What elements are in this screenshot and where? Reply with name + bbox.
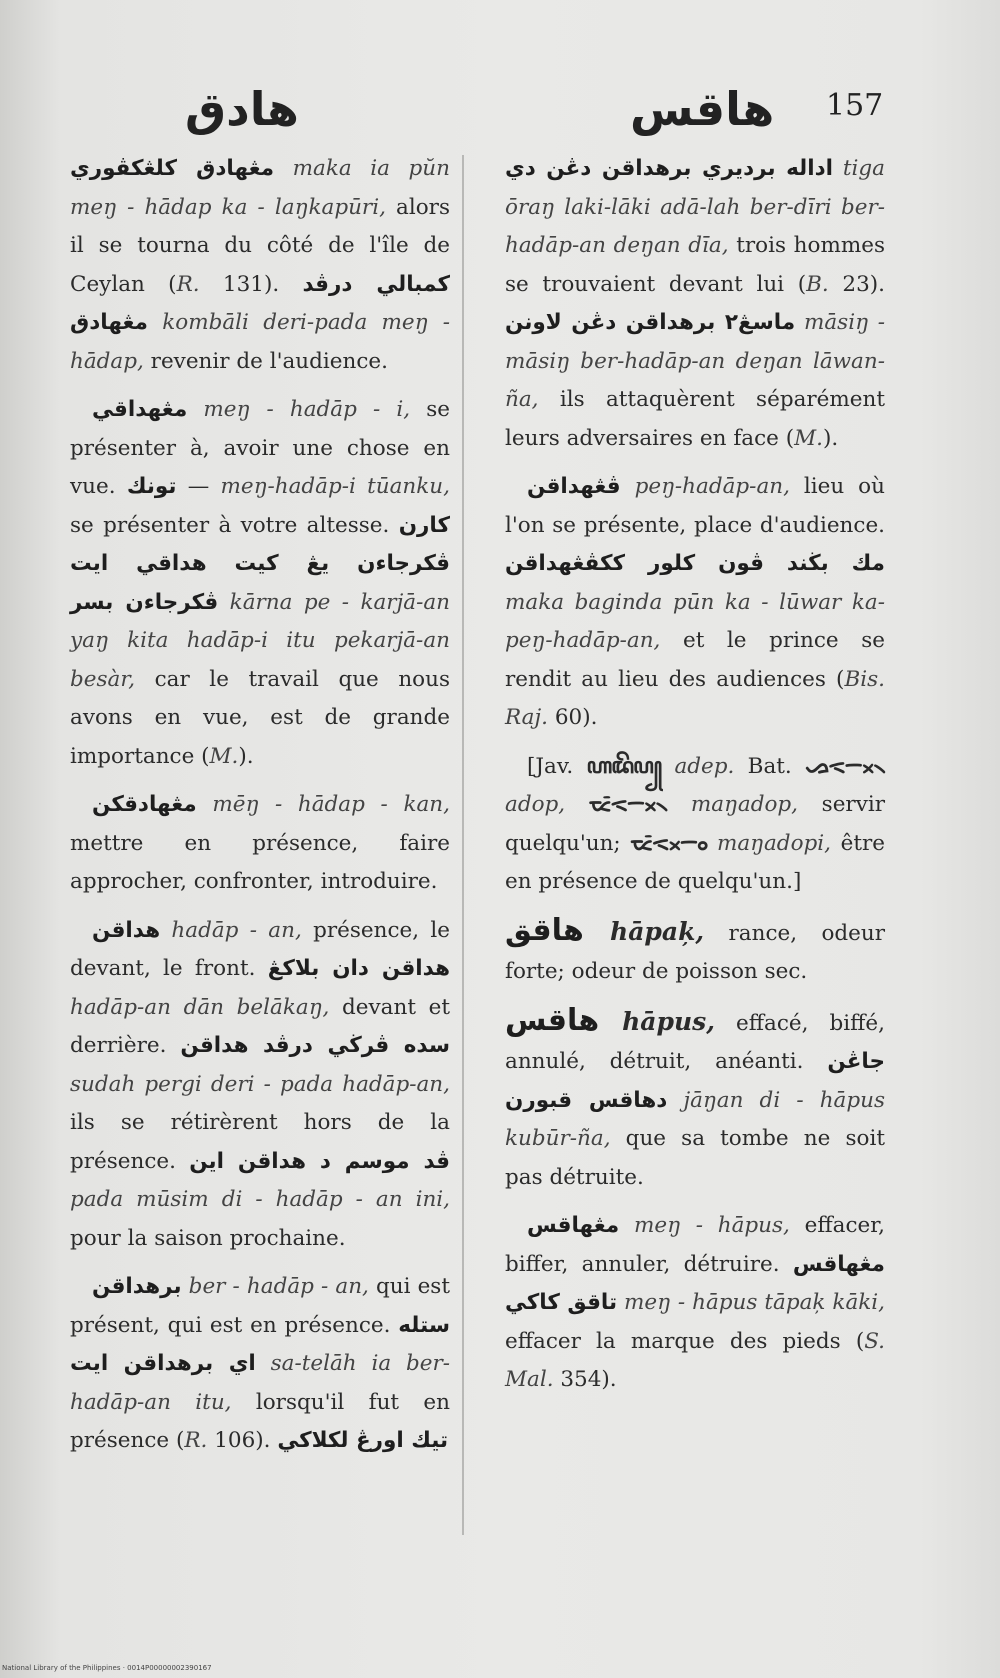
body-text: qui est présent, qui est en présence. <box>70 1274 450 1338</box>
arabic-script: سده ڤرڬي درڤد هداقن <box>180 1033 450 1058</box>
arabic-script: مڠهادقكن <box>92 792 197 817</box>
entry-paragraph <box>505 1207 885 1400</box>
body-text: ). <box>822 425 839 451</box>
italic-text: hadāp-an dān belākaŋ, <box>70 994 330 1020</box>
arabic-script: جاڠن دهاقس قبورن <box>505 1049 885 1113</box>
body-text: [Jav. <box>527 753 587 779</box>
entry-paragraph <box>505 468 885 738</box>
body-text: et le prince se rendit au lieu des audiences ( <box>505 628 885 692</box>
italic-text: B. <box>806 271 829 297</box>
italic-text: M. <box>794 425 823 451</box>
arabic-script: تونك <box>126 474 177 499</box>
body-text: se présenter à votre altesse. <box>70 512 399 538</box>
right-column <box>505 150 885 1410</box>
italic-text: tiga ōraŋ laki-lāki adā-lah ber-dīri ber-hadāp-an deŋan dīa, <box>505 156 885 258</box>
body-text: alors il se tourna du côté de l'île de Ceylan ( <box>70 194 450 297</box>
body-text: lorsqu'il fut en présence ( <box>70 1389 450 1453</box>
body-text: revenir de l'audience. <box>143 348 388 374</box>
arabic-script: ڤڠهداقن <box>527 474 621 499</box>
entry-paragraph <box>505 748 885 902</box>
scan-footer: National Library of the Philippines · 0014P00000002390167 <box>2 1664 212 1672</box>
headword-arabic: هاقق <box>505 912 584 948</box>
batak-script: ꦲꦢꦼꦥ꧀ <box>586 753 662 779</box>
arabic-script: ستله اي برهداقن ايت <box>70 1312 450 1376</box>
italic-text: hadāp - an, <box>160 917 302 943</box>
batak-script: ᯀᯑᯬᯇ᯲ <box>805 753 885 779</box>
body-text: que sa tombe ne soit pas détruite. <box>505 1126 885 1190</box>
running-head-right: هاقس <box>630 82 775 136</box>
body-text: mettre en présence, faire approcher, confronter, introduire. <box>70 830 450 894</box>
italic-text: sa-telāh ia ber-hadāp-an itu, <box>70 1351 450 1415</box>
italic-text: pada mūsim di - hadāp - an ini, <box>70 1187 450 1212</box>
body-text: 60). <box>548 705 598 730</box>
batak-script: ᯔᯰᯑᯬᯇᯪ <box>630 830 708 856</box>
entry-paragraph <box>70 391 450 776</box>
italic-text: mēŋ - hādap - kan, <box>196 792 450 817</box>
arabic-script: كارن ڤكرجاءن يڠ كيت هداقي ايت ڤكرجاءن بسر <box>70 512 450 615</box>
italic-text: maka baginda pūn ka - lūwar ka-peŋ-hadāp-an, <box>505 589 885 653</box>
body-text: — <box>176 474 221 499</box>
running-head-left: هادق <box>185 82 299 136</box>
italic-text: jāŋan di - hāpus kubūr-ña, <box>505 1087 886 1151</box>
arabic-script: اداله برديري برهداقن دڠن دي <box>505 156 834 181</box>
arabic-script: هداقن دان بلاكڠ <box>267 956 450 981</box>
body-text: être en présence de quelqu'un.] <box>505 830 885 894</box>
entry-paragraph <box>505 912 885 992</box>
italic-text: maŋadop, <box>667 792 799 817</box>
headword: hāpak̦, <box>583 916 705 946</box>
arabic-script: مك بڬند ڤون كلور ككڤڠهداقن <box>505 551 885 576</box>
arabic-script: ماسڠ٢ برهداقن دڠن لاونن <box>505 310 796 335</box>
arabic-script: كمبالي درڤد مڠهادق <box>70 271 450 335</box>
italic-text: kombāli deri-pada meŋ - hādap, <box>70 310 450 374</box>
body-text: ils attaquèrent séparément leurs adversaires en face ( <box>505 387 885 451</box>
arabic-script: مڠهادق كلڠكڤوري <box>70 156 275 181</box>
arabic-script: مڠهداقي <box>92 397 188 422</box>
italic-text: maka ia pŭn meŋ - hādap ka - laŋkapūri, <box>70 156 450 220</box>
italic-text: kārna pe - karjā-an yaŋ kita hadāp-i itu pekarjā-an besàr, <box>70 589 450 692</box>
italic-text: sudah pergi deri - pada hadāp-an, <box>70 1071 450 1097</box>
italic-text: ber - hadāp - an, <box>181 1274 369 1299</box>
headword-arabic: هاقس <box>505 1002 600 1038</box>
arabic-script: هداقن <box>92 917 161 943</box>
italic-text: meŋ - hadāp - i, <box>187 397 411 422</box>
entry-paragraph <box>505 150 885 458</box>
entry-paragraph <box>70 786 450 902</box>
italic-text: adop, <box>505 792 566 817</box>
body-text: Bat. <box>734 753 806 779</box>
arabic-script: مڠهاقس <box>527 1213 620 1238</box>
entry-paragraph <box>70 912 450 1259</box>
italic-text: maŋadopi, <box>707 830 831 856</box>
body-text: effacé, biffé, annulé, détruit, anéanti. <box>505 1010 885 1074</box>
italic-text: M. <box>209 743 239 769</box>
body-text: servir quelqu'un; <box>505 792 886 856</box>
italic-text: meŋ - hāpus, <box>619 1213 790 1238</box>
body-text: pour la saison prochaine. <box>70 1225 346 1251</box>
italic-text: S. Mal. <box>505 1328 885 1392</box>
italic-text: māsiŋ - māsiŋ ber-hadāp-an deŋan lāwan-ña, <box>505 310 885 412</box>
body-text: car le travail que nous avons en vue, est de grande importance ( <box>70 666 450 769</box>
body-text: effacer la marque des pieds ( <box>505 1328 865 1354</box>
body-text: devant et derrière. <box>70 994 450 1058</box>
page-number: 157 <box>826 88 884 123</box>
body-text: ils se rétirèrent hors de la présence. <box>70 1110 450 1174</box>
left-column <box>70 150 450 1471</box>
body-text: ). <box>238 743 254 769</box>
arabic-script: مڠهاقس تاقق كاكي <box>505 1251 885 1315</box>
italic-text: Bis. Raj. <box>505 666 885 730</box>
entry-paragraph <box>505 1002 885 1198</box>
italic-text: R. <box>184 1428 208 1453</box>
entry-paragraph <box>70 150 450 381</box>
headword: hāpus, <box>599 1006 715 1036</box>
entry-paragraph <box>70 1268 450 1461</box>
body-text: rance, odeur forte; odeur de poisson sec. <box>505 920 885 984</box>
body-text: se présenter à, avoir une chose en vue. <box>70 397 450 499</box>
body-text: 106). <box>207 1428 278 1453</box>
batak-script: ᯔᯰᯑᯬᯇ᯲ <box>588 792 668 817</box>
body-text: 131). <box>199 271 303 297</box>
column-divider <box>462 155 464 1535</box>
italic-text: R. <box>176 271 200 297</box>
body-text: 23). <box>828 271 885 297</box>
body-text: trois hommes se trouvaient devant lui ( <box>505 233 885 297</box>
arabic-script: برهداقن <box>92 1274 182 1299</box>
arabic-script: تيك اورڠ لكلاكي <box>277 1428 449 1453</box>
italic-text: meŋ - hāpus tāpak̦ kāki, <box>617 1290 885 1315</box>
body-text <box>565 792 589 817</box>
body-text: effacer, biffer, annuler, détruire. <box>505 1213 885 1277</box>
body-text: présence, le devant, le front. <box>70 917 450 981</box>
italic-text: peŋ-hadāp-an, <box>620 474 790 499</box>
arabic-script: ڤد موسم د هداقن اين <box>189 1148 450 1174</box>
italic-text: adep. <box>661 753 735 779</box>
body-text: 354). <box>553 1367 617 1392</box>
body-text: lieu où l'on se présente, place d'audience. <box>505 474 885 538</box>
italic-text: meŋ-hadāp-i tūanku, <box>220 474 450 499</box>
